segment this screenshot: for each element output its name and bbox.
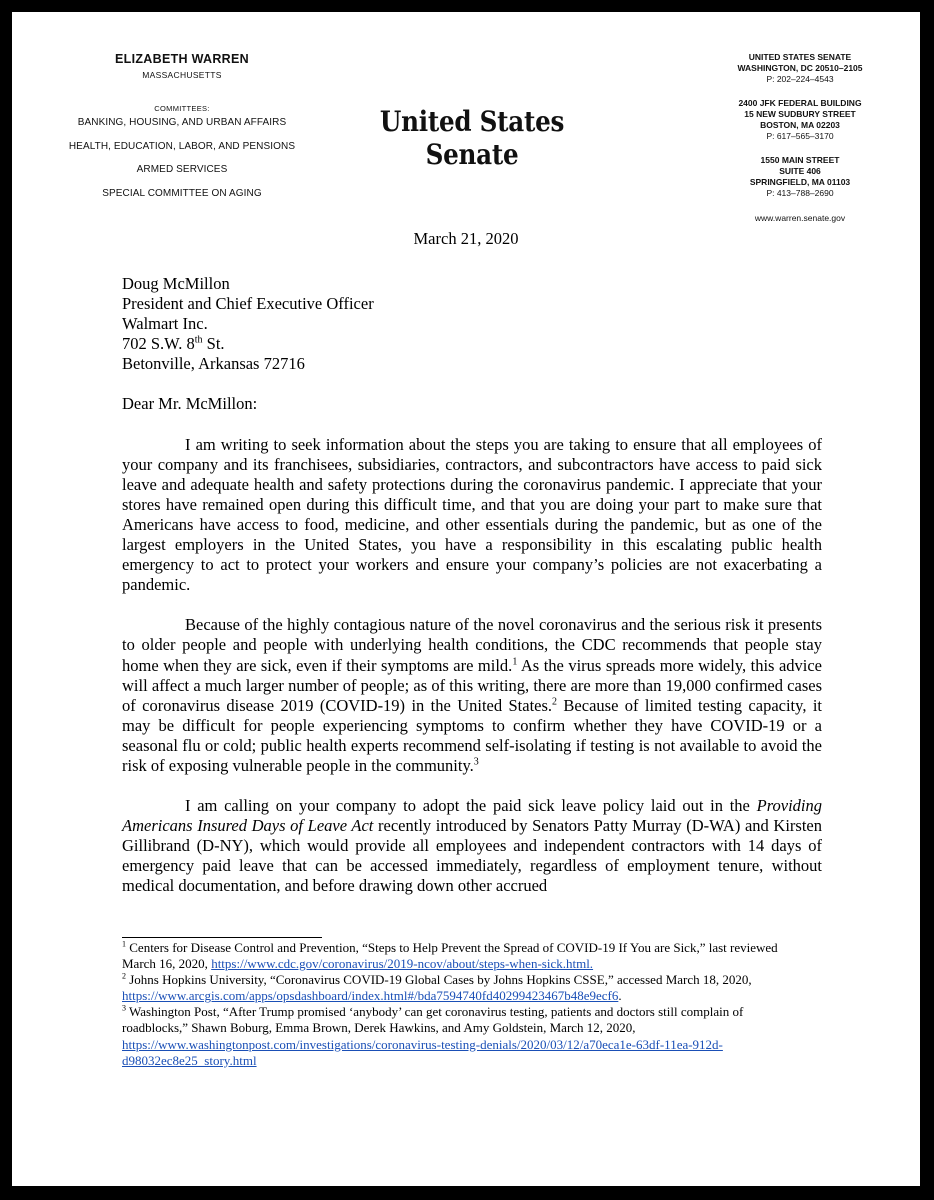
street-number: 702 S.W. 8: [122, 334, 195, 354]
footnote-text: Washington Post, “After Trump promised ‘anybody’ can get coronavirus testing, patients and doctors still complain of roadblocks,” Shawn Boburg, Emma Brown, Derek Hawkins, and Amy Goldstein, March 12, 2020,: [122, 1004, 744, 1036]
office-line: UNITED STATES SENATE: [748, 52, 852, 62]
senator-state: MASSACHUSETTS: [142, 70, 222, 80]
recipient-address: [122, 274, 822, 374]
footnote-link[interactable]: https://www.arcgis.com/apps/opsdashboard/index.html#/bda7594740fd40299423467b48e9ecf6: [122, 988, 619, 1004]
act-title: Providing Americans Insured Days of Leave Act: [122, 796, 822, 836]
footnote-text: Johns Hopkins University, “Coronavirus COVID-19 Global Cases by Johns Hopkins CSSE,” accessed March 18, 2020,: [126, 972, 752, 988]
footnote-number: 3: [122, 1004, 126, 1014]
para2-text: Because of the highly contagious nature of the novel coronavirus and the serious risk it presents to older people and people with underlying health conditions, the CDC recommends that people stay home when they are sick, even if their symptoms are mild.: [122, 615, 822, 675]
senate-letterhead-title: United States Senate: [379, 105, 565, 171]
letter-body: [122, 274, 822, 897]
para3-text: recently introduced by Senators Patty Murray (D-WA) and Kirsten Gillibrand (D-NY), which would provide all employees and independent contractors with 14 days of emergency paid leave that can be accessed immediately, regardless of employment tenure, without medical documentation, and before drawing down other accrued: [122, 816, 822, 896]
website: www.warren.senate.gov: [754, 212, 846, 223]
recipient-street: [122, 334, 822, 354]
footnote-number: 2: [122, 971, 126, 981]
office-line: SUITE 406: [779, 166, 821, 177]
paragraph-3: [122, 796, 822, 896]
letter-page: [12, 12, 920, 1186]
footnote-tail: .: [618, 988, 622, 1004]
para2-text: As the virus spreads more widely, this advice will affect a much larger number of people; as of this writing, there are more than 19,000 confirmed cases of coronavirus disease 2019 (COVID-19) in the United States.: [122, 655, 822, 715]
recipient-city: Betonville, Arkansas 72716: [122, 354, 305, 374]
senator-name: ELIZABETH WARREN: [115, 52, 249, 66]
office-line: BOSTON, MA 02203: [760, 120, 840, 131]
footnote-divider: [122, 937, 322, 938]
salutation: Dear Mr. McMillon:: [122, 394, 258, 414]
footnote-text: Centers for Disease Control and Prevention, “Steps to Help Prevent the Spread of COVID-19 If You are Sick,” last reviewed March 16, 2020,: [122, 940, 778, 972]
footnote-ref[interactable]: 1: [512, 656, 518, 667]
springfield-office: [710, 155, 890, 199]
paragraph-1: I am writing to seek information about the steps you are taking to ensure that all employees of your company and its franchisees, subsidiaries, contractors, and subcontractors have access to paid sick leave and adequate health and safety protections during the coronavirus pandemic. I appreciate that your stores have remained open during this difficult time, and that you are doing your part to make sure that Americans have access to food, medicine, and other essentials during the pandemic, but as one of the largest employers in the United States, you have a responsibility in this escalating public health emergency to act to protect your workers and ensure your company’s policies are not exacerbating a pandemic.: [122, 434, 822, 595]
footnote-number: 1: [122, 939, 126, 949]
committee-item: BANKING, HOUSING, AND URBAN AFFAIRS: [77, 117, 287, 128]
recipient-company: Walmart Inc.: [122, 314, 208, 334]
dc-office: [710, 52, 890, 85]
committee-item: HEALTH, EDUCATION, LABOR, AND PENSIONS: [68, 140, 296, 152]
office-phone: P: 617–565–3170: [766, 131, 834, 142]
letter-date: March 21, 2020: [413, 229, 519, 248]
committee-item: SPECIAL COMMITTEE ON AGING: [102, 187, 262, 199]
committee-item: ARMED SERVICES: [136, 164, 228, 175]
footnote-link[interactable]: https://www.washingtonpost.com/investigations/coronavirus-testing-denials/2020/03/12/a70eca1e-63df-11ea-912d-d98032ec8e25_story.html: [122, 1036, 723, 1068]
office-line: 2400 JFK FEDERAL BUILDING: [738, 98, 862, 109]
footnote: [122, 972, 812, 1004]
footnote: [122, 1004, 812, 1068]
footnote-ref[interactable]: 2: [552, 696, 558, 708]
para3-text: I am calling on your company to adopt the paid sick leave policy laid out in the: [185, 796, 757, 816]
office-line: WASHINGTON, DC 20510–2105: [737, 63, 863, 74]
recipient-title: President and Chief Executive Officer: [122, 294, 374, 314]
office-line: 15 NEW SUDBURY STREET: [744, 109, 856, 120]
paragraph-2: [122, 615, 822, 776]
footnote-ref[interactable]: 3: [473, 756, 479, 768]
recipient-name: Doug McMillon: [122, 274, 230, 293]
office-line: 1550 MAIN STREET: [760, 155, 840, 166]
footnotes: [122, 940, 812, 1069]
office-line: SPRINGFIELD, MA 01103: [749, 177, 851, 188]
para2-text: Because of limited testing capacity, it may be difficult for people experiencing symptoms to confirm whether they have COVID-19 or a seasonal flu or cold; public health experts recommend self-isolating if testing is not available to avoid the risk of exposing vulnerable people in the community.: [122, 695, 822, 775]
office-phone: P: 202–224–4543: [766, 74, 834, 85]
footnote: [122, 940, 812, 972]
boston-office: [710, 98, 890, 142]
senator-header: [52, 52, 312, 211]
office-phone: P: 413–788–2690: [766, 188, 834, 199]
committees-title: COMMITTEES:: [154, 104, 210, 113]
office-addresses: [710, 52, 890, 224]
street-ordinal: th: [194, 334, 203, 346]
street-name: St.: [202, 334, 225, 354]
footnote-link[interactable]: https://www.cdc.gov/coronavirus/2019-ncov/about/steps-when-sick.html.: [211, 956, 594, 972]
